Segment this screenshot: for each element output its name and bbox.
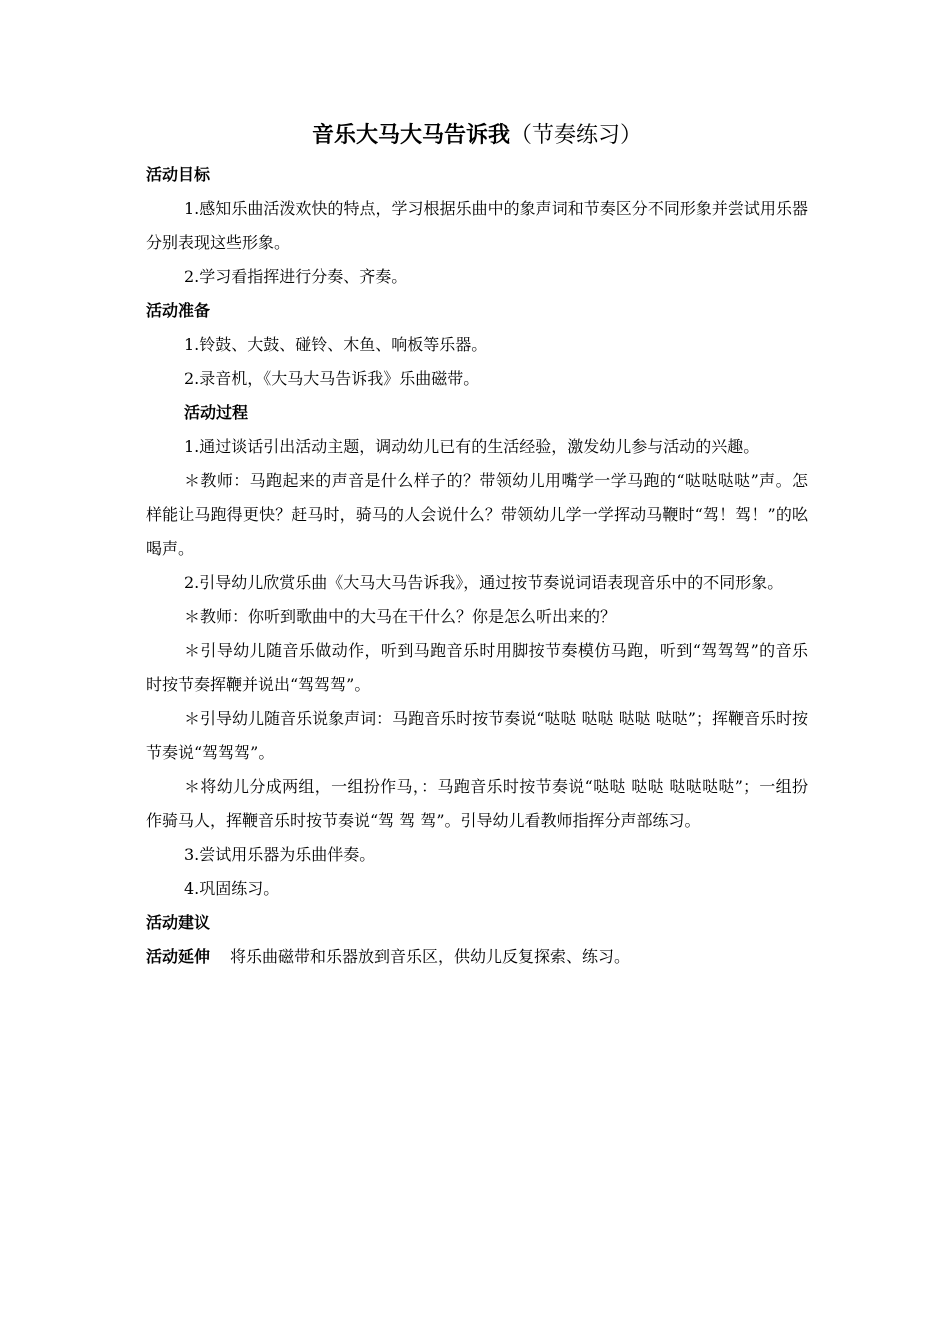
document-page — [146, 118, 808, 974]
title-main: 音乐大马大马告诉我 — [311, 123, 510, 148]
goal-item-2: 2.学习看指挥进行分奏、齐奏。 — [184, 267, 408, 286]
extension-heading: 活动延伸 — [146, 947, 211, 966]
document-title — [146, 118, 808, 154]
process-heading: 活动过程 — [184, 403, 249, 422]
extension-text: 将乐曲磁带和乐器放到音乐区，供幼儿反复探索、练习。 — [230, 947, 631, 966]
title-sub: （节奏练习） — [510, 123, 643, 148]
suggestions-heading: 活动建议 — [146, 913, 211, 932]
process-item-8: 3.尝试用乐器为乐曲伴奏。 — [184, 845, 376, 864]
goals-heading: 活动目标 — [146, 165, 211, 184]
process-item-7: ＊将幼儿分成两组，一组扮作马，：马跑音乐时按节奏说“哒哒 哒哒 哒哒哒哒”；一组扮作骑马人，挥鞭音乐时按节奏说“驾 驾 驾”。引导幼儿看教师指挥分声部练习。 — [146, 777, 808, 830]
process-item-2: ＊教师：马跑起来的声音是什么样子的？带领幼儿用嘴学一学马跑的“哒哒哒哒”声。怎样能让马跑得更快？赶马时，骑马的人会说什么？带领幼儿学一学挥动马鞭时“驾！驾！”的吆喝声。 — [146, 471, 808, 558]
process-item-6: ＊引导幼儿随音乐说象声词：马跑音乐时按节奏说“哒哒 哒哒 哒哒 哒哒”；挥鞭音乐时按节奏说“驾驾驾”。 — [146, 709, 808, 762]
process-item-1: 1.通过谈话引出活动主题，调动幼儿已有的生活经验，激发幼儿参与活动的兴趣。 — [184, 437, 760, 456]
preparation-item-1: 1.铃鼓、大鼓、碰铃、木鱼、响板等乐器。 — [184, 335, 488, 354]
process-item-3: 2.引导幼儿欣赏乐曲《大马大马告诉我》，通过按节奏说词语表现音乐中的不同形象。 — [184, 573, 784, 592]
process-item-5: ＊引导幼儿随音乐做动作，听到马跑音乐时用脚按节奏模仿马跑，听到“驾驾驾”的音乐时按节奏挥鞭并说出“驾驾驾”。 — [146, 641, 808, 694]
process-item-9: 4.巩固练习。 — [184, 879, 280, 898]
goal-item-1: 1.感知乐曲活泼欢快的特点，学习根据乐曲中的象声词和节奏区分不同形象并尝试用乐器分别表现这些形象。 — [146, 199, 808, 252]
extension-paragraph — [146, 940, 808, 974]
preparation-item-2: 2.录音机，《大马大马告诉我》乐曲磁带。 — [184, 369, 480, 388]
process-item-4: ＊教师：你听到歌曲中的大马在干什么？你是怎么听出来的？ — [184, 607, 617, 626]
preparation-heading: 活动准备 — [146, 301, 211, 320]
